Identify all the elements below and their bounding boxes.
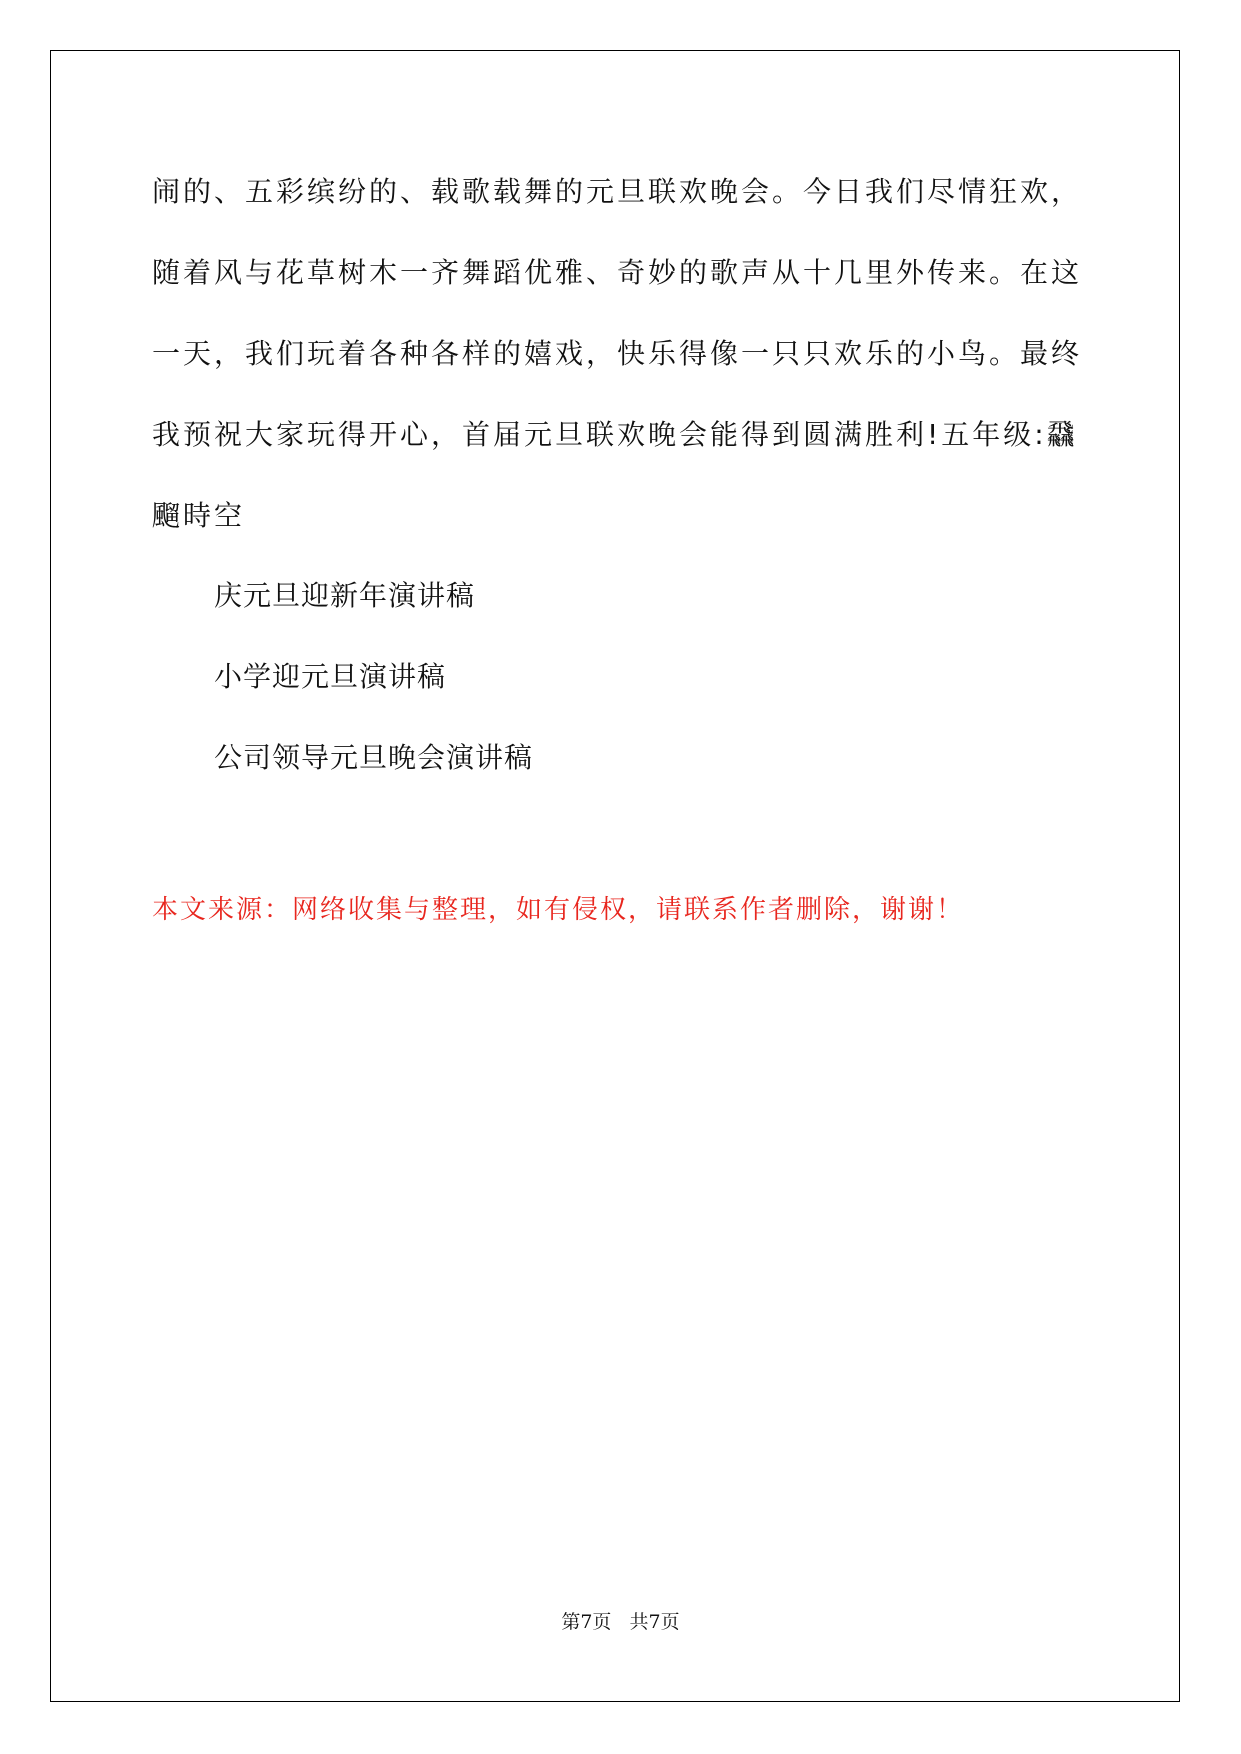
page-border [50,50,1180,1702]
source-disclaimer: 本文来源：网络收集与整理，如有侵权，请联系作者删除，谢谢！ [152,895,965,925]
paragraph-line: 飀時空 [152,499,246,532]
page-number-footer: 第7页 共7页 [561,1611,680,1633]
paragraph-line: 闹的、五彩缤纷的、载歌载舞的元旦联欢晚会。今日我们尽情狂欢， [152,175,1083,208]
paragraph-line: 我预祝大家玩得开心，首届元旦联欢晚会能得到圆满胜利!五年级:飝 [152,418,1078,451]
related-article-link[interactable]: 小学迎元旦演讲稿 [214,660,447,693]
related-article-link[interactable]: 公司领导元旦晚会演讲稿 [214,741,534,774]
related-article-link[interactable]: 庆元旦迎新年演讲稿 [214,579,476,612]
paragraph-line: 一天，我们玩着各种各样的嬉戏，快乐得像一只只欢乐的小鸟。最终 [152,337,1083,370]
paragraph-line: 随着风与花草树木一齐舞蹈优雅、奇妙的歌声从十几里外传来。在这 [152,256,1083,289]
